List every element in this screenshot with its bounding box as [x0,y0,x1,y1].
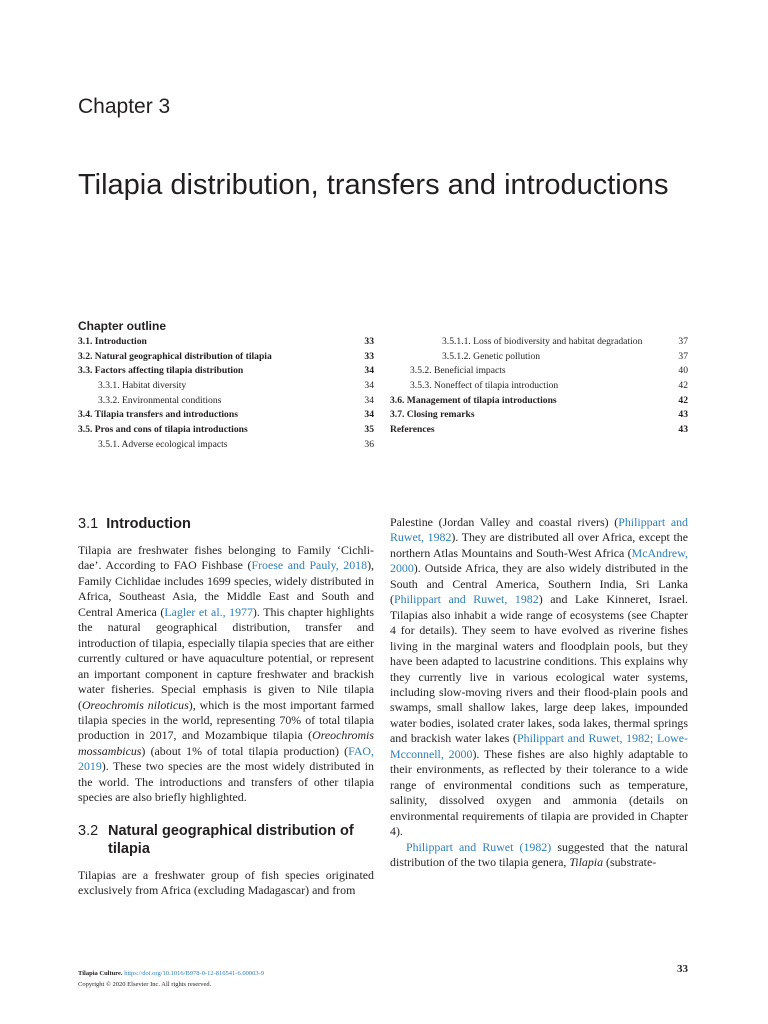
outline-entry-page: 37 [678,350,688,362]
outline-entry-label: 3.5.1. Adverse ecological impacts [98,438,228,450]
outline-entry[interactable] [390,379,688,394]
outline-entry-label: 3.3.2. Environmental conditions [98,394,222,406]
outline-entry[interactable] [390,408,688,423]
outline-entry-label: References [390,424,435,436]
outline-entry[interactable] [78,350,374,365]
outline-left-column [78,335,374,453]
outline-entry-label: 3.5. Pros and cons of tilapia introductions [78,424,248,436]
citation-link[interactable]: Lagler et al., 1977 [164,604,253,619]
outline-entry-page: 42 [678,394,688,406]
chapter-label: Chapter 3 [78,95,171,118]
outline-entry[interactable] [78,379,374,394]
outline-entry[interactable] [78,423,374,438]
outline-entry-page: 43 [678,409,688,421]
right-column [390,515,688,870]
outline-entry-page: 35 [364,424,374,436]
citation-link[interactable]: Philippart and Ruwet, 1982; Lowe-Mcconnell, 2000 [390,731,688,761]
citation-link[interactable]: McAndrew, 2000 [390,545,688,576]
outline-entry[interactable] [78,438,374,453]
outline-entry-page: 34 [364,394,374,406]
outline-entry-page: 37 [678,336,688,347]
outline-right-column [390,335,688,438]
page-number: 33 [677,963,688,975]
distribution-paragraph: Palestine (Jordan Valley and coastal rivers) (Philippart and Ruwet, 1982). They are distributed all over Africa, except the northern Atlas Mountains and South-West Africa (McAndrew, 2000). Outside Africa, they are also widely distributed in the South and Central America, Southern India, Sri Lanka (Philippart and Ruwet, 1982) and Lake Kinneret, Israel. Tilapias also inhabit a wide range of ecosystems (see Chapter 4 for details). They seem to have evolved as riverine fishes living in the marginal waters and floodplain pools, but they have been adapted to lacustrine conditions. This explains why they currently live in various ecological water systems, including slow-moving rivers and their flood-plain pools and swamps, small shallow lakes, large deep lakes, impounded water bodies, isolated crater lakes, soda lakes, thermal springs and brackish water lakes (Philippart and Ruwet, 1982; Lowe-Mcconnell, 2000). These fishes are also highly adaptable to their environments, as reflected by their tolerance to a wide range of environmental conditions such as temperature, salinity, dissolved oxygen and ammonia (details on environmental requirements of tilapia are provided in Chapter 4). Philippart and Ruwet (1982) suggested that the natural distribution of the two tilapia genera, Tilapia (substrate- [390,515,689,869]
outline-entry[interactable] [78,335,374,350]
outline-entry[interactable] [390,364,688,379]
outline-entry-page: 33 [364,350,374,362]
outline-entry-page: 34 [364,409,374,421]
outline-entry-label: 3.3. Factors affecting tilapia distribution [78,365,244,377]
footer-copyright: Copyright © 2020 Elsevier Inc. All rights reserved. [78,981,212,988]
intro-paragraph: Tilapia are freshwater fishes belonging to Family ‘Cichli-dae’. According to FAO Fishbase (Froese and Pauly, 2018), Family Cichlidae includes 1699 species, widely distributed in Africa, Southeast Asia, the Middle East and South and Central America (Lagler et al., 1977). This chapter highlights the natural geographical distribution, transfer and introduction of tilapia, especially tilapia species that are either currently cultured or have aquaculture potential, or represent an important component in capture freshwater and brackish water fisheries. Special emphasis is given to Nile tilapia (Oreochromis niloticus), which is the most important farmed tilapia species in the world, representing 70% of total tilapia production in 2017, and Mozambique tilapia (Oreochromis mossambicus) (about 1% of total tilapia production) (FAO, 2019). These two species are the most widely distributed in the world. The introductions and transfers of other tilapia species are also briefly highlighted. [78,543,375,805]
outline-entry-label: 3.5.1.2. Genetic pollution [442,350,541,362]
section-number: 3.2 [78,822,99,839]
citation-link[interactable]: Philippart and Ruwet, 1982 [390,515,689,545]
outline-heading: Chapter outline [78,319,167,333]
outline-entry[interactable] [78,408,374,423]
outline-entry-page: 33 [364,336,374,347]
outline-entry-page: 34 [364,380,374,392]
outline-entry[interactable] [78,364,374,379]
section-heading-3-1 [78,515,374,533]
outline-entry[interactable] [390,394,688,409]
outline-entry[interactable] [390,423,688,438]
outline-entry-page: 36 [364,438,374,450]
outline-entry[interactable] [390,350,688,365]
outline-entry-page: 34 [364,365,374,377]
left-column [78,515,374,899]
citation-link[interactable]: Philippart and Ruwet, 1982 [393,592,539,607]
section-title: Introduction [106,516,191,532]
section-title: Natural geographical distribution of tilapia [108,822,354,857]
doi-link[interactable]: https://doi.org/10.1016/B978-0-12-816541-6.00003-9 [124,970,264,977]
outline-entry-label: 3.7. Closing remarks [390,409,475,421]
citation-link[interactable]: Froese and Pauly, 2018 [251,558,368,573]
outline-entry[interactable] [390,335,688,350]
footer-citation [78,968,264,990]
outline-entry-label: 3.5.1.1. Loss of biodiversity and habitat degradation [442,336,643,347]
outline-entry-label: 3.6. Management of tilapia introductions [390,394,557,406]
footer-journal: Tilapia Culture. [78,970,123,977]
outline-entry-label: 3.4. Tilapia transfers and introductions [78,409,238,421]
outline-entry-label: 3.5.2. Beneficial impacts [410,365,506,377]
section-3-2-paragraph: Tilapias are a freshwater group of fish species originated exclusively from Africa (excluding Madagascar) and from [78,867,374,898]
outline-entry-label: 3.3.1. Habitat diversity [98,380,187,392]
outline-entry-page: 40 [678,365,688,377]
citation-link[interactable]: Philippart and Ruwet (1982) [406,839,552,854]
outline-entry-page: 42 [678,380,688,392]
outline-entry[interactable] [78,394,374,409]
citation-link[interactable]: FAO, 2019 [78,743,374,774]
section-heading-3-2 [78,822,374,858]
chapter-title: Tilapia distribution, transfers and introductions [78,169,669,201]
section-number: 3.1 [78,516,99,532]
outline-entry-label: 3.2. Natural geographical distribution of tilapia [78,350,272,362]
outline-entry-page: 43 [678,424,688,436]
outline-entry-label: 3.1. Introduction [78,336,147,347]
outline-entry-label: 3.5.3. Noneffect of tilapia introduction [410,380,559,392]
